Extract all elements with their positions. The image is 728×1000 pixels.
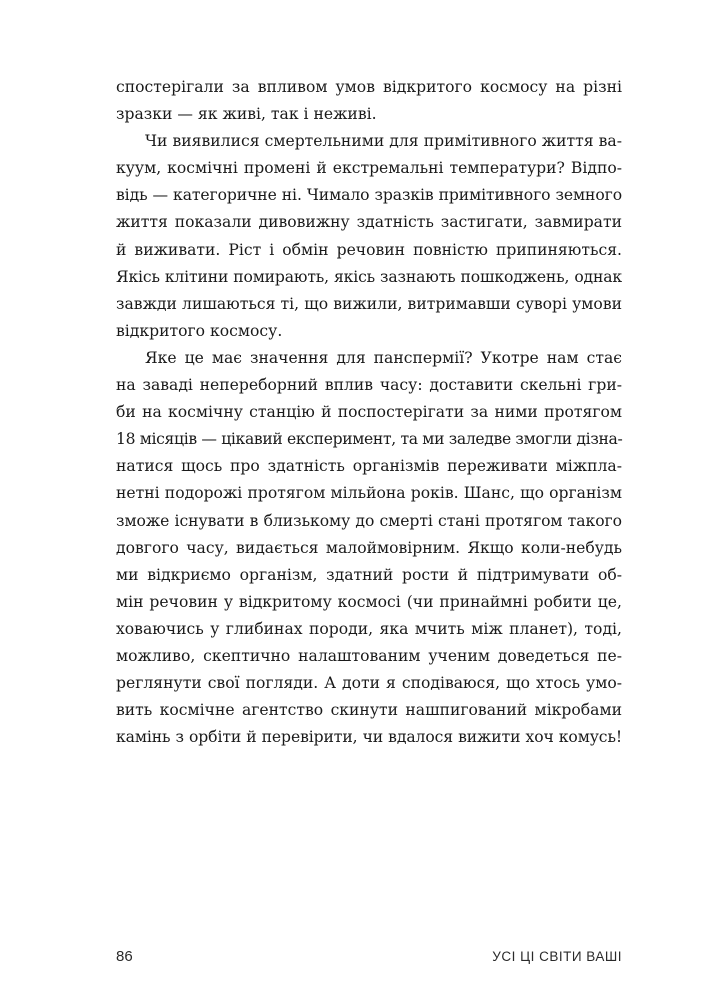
text-line: життя показали дивовижну здатність застигати, завмирати (116, 213, 622, 232)
text-line: Яке це має значення для панспермії? Укотре нам стає (145, 348, 622, 367)
text-line: ми відкриємо організм, здатний рости й підтримувати об- (116, 565, 622, 584)
page-number: 86 (116, 948, 133, 965)
text-line: зразки — як живі, так і неживі. (116, 105, 377, 124)
text-line: вить космічне агентство скинути нашпигований мікробами (116, 701, 622, 720)
text-line: відь — категоричне ні. Чимало зразків примітивного земного (116, 186, 622, 205)
text-line: завжди лишаються ті, що вижили, витримавши суворі умови (116, 294, 622, 313)
text-line: й виживати. Ріст і обмін речовин повністю припиняються. (116, 240, 622, 259)
text-line: 18 місяців — цікавий експеримент, та ми заледве змогли дізна- (116, 430, 623, 449)
text-line: можливо, скептично налаштованим ученим доведеться пе- (116, 646, 622, 665)
text-line: би на космічну станцію й поспостерігати за ними протягом (116, 403, 622, 422)
page-footer (116, 946, 622, 968)
text-line: довгого часу, видається малоймовірним. Якщо коли-небудь (116, 538, 622, 557)
text-line: зможе існувати в близькому до смерті стані протягом такого (116, 511, 622, 530)
text-line: мін речовин у відкритому космосі (чи принаймні робити це, (116, 592, 622, 611)
text-line: нетні подорожі протягом мільйона років. Шанс, що організм (116, 484, 622, 503)
text-line: куум, космічні промені й екстремальні температури? Відпо- (116, 159, 622, 178)
text-line: Якісь клітини помирають, якісь зазнають пошкоджень, однак (116, 267, 622, 286)
text-line: натися щось про здатність організмів переживати міжпла- (116, 457, 622, 476)
running-title: УСІ ЦІ СВІТИ ВАШІ (492, 949, 622, 964)
body-text (116, 74, 622, 751)
text-line: на заваді непереборний вплив часу: доставити скельні гри- (116, 376, 622, 395)
text-line: Чи виявилися смертельними для примітивного життя ва- (145, 132, 622, 151)
text-line: реглянути свої погляди. А доти я сподіваюся, що хтось умо- (116, 674, 622, 693)
text-line: відкритого космосу. (116, 321, 283, 340)
text-line: ховаючись у глибинах породи, яка мчить між планет), тоді, (116, 619, 622, 638)
text-line: спостерігали за впливом умов відкритого космосу на різні (116, 78, 622, 96)
text-line: камінь з орбіти й перевірити, чи вдалося вижити хоч комусь! (116, 728, 622, 747)
